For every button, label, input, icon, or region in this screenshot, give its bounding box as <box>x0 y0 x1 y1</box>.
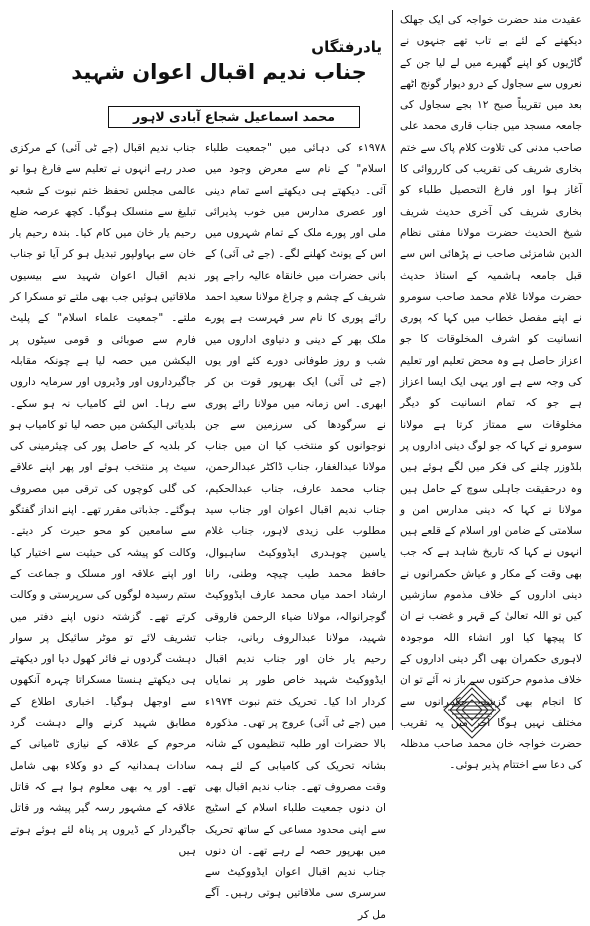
article-headline: جناب ندیم اقبال اعوان شہید <box>71 60 367 84</box>
column-right-text: عقیدت مند حضرت خواجہ کی ایک جھلک دیکھنے کے لئے بے تاب تھے جنہوں نے گاڑیوں کو اپنے گھیرے میں لے لیا جن کے نعروں سے سجاول کے درو دیوار گونج اٹھے بعد میں تقریباً صبح ۱۲ بجے سجاول کی جامعہ مسجد میں جناب قاری محمد علی صاحب مدنی کی تلاوت کلام پاک سے ختم بخاری شریف کی تقریب کی کارروائی کا آغاز ہوا اور فارغ التحصیل طلباء کو بخاری شریف کی آخری حدیث شریف شیخ الحدیث حضرت مولانا مفتی نظام الدین شامزئی صاحب نے پڑھائی اس سے قبل جامعہ ہاشمیہ کے استاذ حدیث حضرت مولانا غلام محمد صاحب سومرو نے اپنے مفصل خطاب میں کہا کہ پوری انسانیت کو اشرف المخلوقات کا جو اعزاز حاصل ہے وہ محض تعلیم اور تعلیم کی وجہ سے ہے اور یہی ایک ایسا اعزاز ہے جو کہ تمام انسانیت کو دیگر مخلوقات سے ممتاز کرتا ہے مولانا سومرو نے کہا کہ جو لوگ دینی اداروں پر بلڈوزر چلنے کی فکر میں لگے ہوئے ہیں وہ درحقیقت جاہلی سوچ کے حامل ہیں مولانا نے کہا کہ دینی مدارس امن و سلامتی کے ضامن اور اسلام کے قلعے ہیں انہوں نے کہا کہ تاریخ شاہد ہے کہ جب بھی وقت کے مکار و عیاش حکمرانوں نے دینی اداروں کے خلاف مذموم سازشیں کیں تو اللہ تعالیٰ کے قہر و غضب نے ان کا پیچھا کیا اور انشاء اللہ موجودہ لاہوری حکمران بھی اگر دینی اداروں کے خلاف مذموم حرکتوں سے باز نہ آئے تو ان کا انجام بھی گزشتہ حکمرانوں سے مختلف نہیں ہوگا آخر میں یہ تقریب حضرت خواجہ خان محمد صاحب مدظلہ کی دعا سے اختتام پذیر ہوئی۔ <box>400 14 582 772</box>
column-divider <box>392 10 393 730</box>
column-middle-text: ۱۹۷۸ء کی دہائی میں "جمعیت طلباء اسلام" کے نام سے معرض وجود میں آئی۔ دیکھتے ہی دیکھتے اسے تمام دینی اور عصری مدارس میں خوب پذیرائی ملی اور پورے ملک کے تمام شہروں میں اس کے یونٹ کھلنے لگے۔ (جے ٹی آئی) کے بانی حضرات میں خانقاہ عالیہ راجے پور شریف کے چشم و چراغ مولانا سعید احمد رائے پوری کا نام سر فہرست ہے پورے ملک بھر کے دینی و دنیاوی اداروں میں شب و روز طوفانی دورے کئے اور یوں (جے ٹی آئی) ایک بھرپور قوت بن کر ابھری۔ اس زمانہ میں مولانا رائے پوری نے سرگودھا کی سرزمین سے جن نوجوانوں کو منتخب کیا ان میں جناب مولانا عبدالغفار، جناب ڈاکٹر عبدالرحمن، جناب محمد عارف، جناب عبدالحکیم، جناب ندیم اقبال اعوان اور جناب سید مطلوب علی زیدی لاہور، جناب غلام یاسین چوہدری ایڈووکیٹ ساہیوال، حافظ محمد طیب چیچہ وطنی، رانا ارشاد احمد میاں محمد عارف ایڈووکیٹ گوجرانوالہ، مولانا ضیاء الرحمن فاروقی شہید، مولانا عبدالروف ربانی، جناب رحیم یار خان اور جناب ندیم اقبال ایڈووکیٹ شہید خاص طور پر نمایاں کردار ادا کیا۔ تحریک ختم نبوت ۱۹۷۴ء میں (جے ٹی آئی) عروج پر تھی۔ مذکورہ بالا حضرات اور طلبہ تنظیموں کے شانہ بشانہ تحریک کی کامیابی کے لئے ہمہ وقت مصروف تھے۔ جناب ندیم اقبال بھی ان دنوں جمعیت طلباء اسلام کے اسٹیج سے اپنی محدود مساعی کے ساتھ تحریک میں بھرپور حصہ لے رہے تھے۔ ان دنوں جناب ندیم اقبال اعوان ایڈووکیٹ سے سرسری سی ملاقاتیں ہوتی رہیں۔ آگے مل کر <box>205 142 386 921</box>
article-column-left <box>10 138 196 857</box>
author-byline: محمد اسماعیل شجاع آبادی لاہور <box>108 106 360 128</box>
article-column-right <box>400 10 582 772</box>
section-label: یادرفتگاں <box>311 38 382 56</box>
decorative-diamond-ornament-icon <box>442 680 502 740</box>
article-column-middle <box>205 138 386 921</box>
column-left-text: جناب ندیم اقبال (جے ٹی آئی) کے مرکزی صدر رہے انہوں نے تعلیم سے فارغ ہوا تو عالمی مجلس تحفظ ختم نبوت کے شعبہ تبلیغ سے منسلک ہوگیا۔ کچھ عرصہ ضلع رحیم یار خان میں کام کیا۔ بندہ رحیم یار خان سے بہاولپور تبدیل ہو کر آیا تو جناب ندیم اقبال اعوان شہید سے بیسیوں ملاقاتیں ہوئیں جب بھی ملتے تو مسکرا کر ملتے۔ "جمعیت علماء اسلام" کے پلیٹ فارم سے صوبائی و قومی سیٹوں پر الیکشن میں حصہ لیا ہے چونکہ مقابلہ جاگیرداروں اور وڈیروں اور سرمایہ داروں سے رہا۔ اس لئے کامیاب نہ ہو سکے۔ بلدیاتی الیکشن میں حصہ لیا تو کامیاب ہو کر بلدیہ کے حاصل پور کی چیئرمینی کی سیٹ پر منتخب ہوئے اور پھر اپنے علاقے کی گلی کوچوں کی ترقی میں مصروف ہوگئے۔ جذباتی مقرر تھے۔ اپنے انداز گفتگو سے سامعین کو محو حیرت کر دیتے۔ وکالت کو پیشہ کی حیثیت سے اختیار کیا اور اپنے علاقہ اور مسلک و جماعت کے ستم رسیدہ لوگوں کی سرپرستی و وکالت کرتے تھے۔ گزشتہ دنوں اپنے دفتر میں تشریف لائے تو موٹر سائیکل پر سوار دہشت گردوں نے فائر کھول دیا اور دیکھتے ہی دیکھتے ہنستا مسکراتا چہرہ آنکھوں سے اوجھل ہوگیا۔ اخباری اطلاع کے مطابق شہید کرنے والے دہشت گرد مرحوم کے علاقہ کے نیازی ٹامیانی کے سادات ہمدانیہ کے دو وکلاء بھی شامل تھے۔ اور یہ بھی معلوم ہوا ہے کہ قاتل علاقہ کے مشہور رسہ گیر پیشہ ور قاتل جاگیردار کے ڈیروں پر پناہ لئے ہوئے ہوتے ہیں <box>10 142 196 857</box>
